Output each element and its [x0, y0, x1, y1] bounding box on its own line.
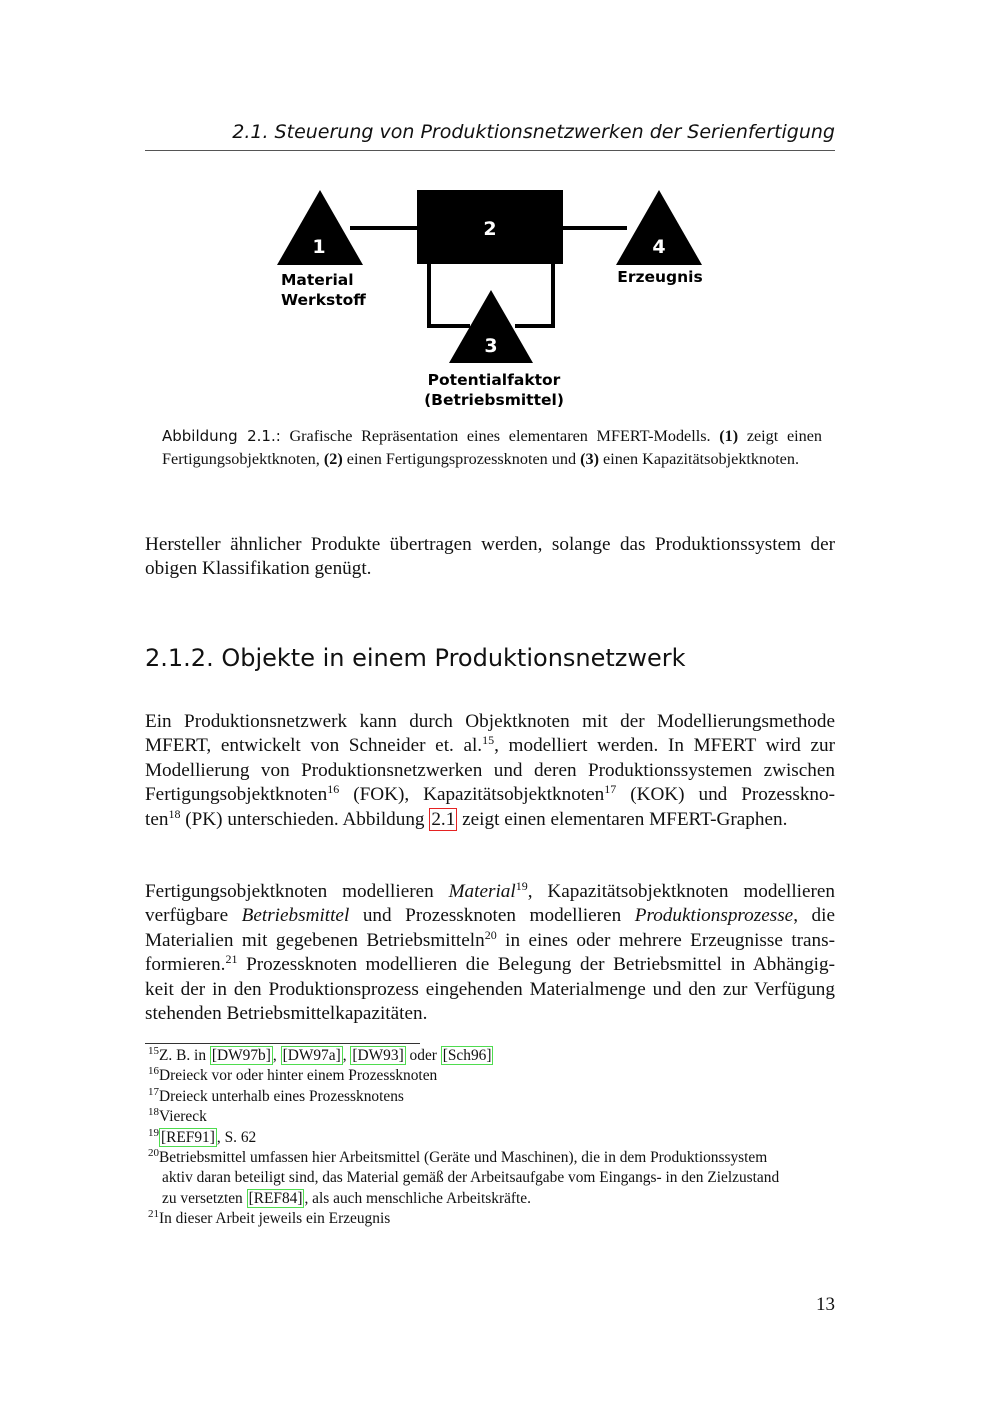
citation-dw97b[interactable]: [DW97b] — [211, 1047, 271, 1064]
text-run: zu versetzten — [162, 1189, 247, 1207]
node-3-label-line1: Potentialfaktor — [427, 371, 561, 389]
footnote-20-line-3 — [148, 1189, 838, 1209]
footnote-19 — [148, 1128, 838, 1148]
mfert-diagram — [270, 185, 720, 415]
paragraph-3 — [145, 880, 835, 1026]
paragraph-3-line-1 — [145, 880, 835, 904]
text-run: , die — [793, 905, 835, 927]
footnote-20 — [148, 1148, 838, 1209]
caption-text-a: Grafische Repräsentation eines elementaren MFERT-Modells. — [289, 427, 711, 445]
figure-caption — [162, 425, 822, 470]
connector-2-3-right — [515, 263, 553, 326]
caption-ref-3: (3) — [580, 449, 599, 468]
footnote-ref-17[interactable]: 17 — [604, 782, 617, 797]
paragraph-2-line-4 — [145, 783, 835, 807]
text-run: oder — [405, 1047, 441, 1064]
paragraph-1 — [145, 533, 835, 582]
footnote-16 — [148, 1066, 838, 1086]
text-run: Dreieck unterhalb eines Prozessknotens — [159, 1087, 404, 1105]
emphasis-betriebsmittel: Betriebsmittel — [241, 905, 350, 927]
footnote-17 — [148, 1087, 838, 1107]
footnote-number: 15 — [148, 1045, 159, 1057]
text-run: , Kapazitätsobjektknoten modellieren — [527, 881, 835, 902]
text-run: MFERT, entwickelt von Schneider et. al. — [145, 735, 483, 757]
node-2-number: 2 — [483, 218, 497, 240]
text-run: , — [342, 1047, 351, 1064]
text-run: formieren. — [145, 954, 226, 976]
footnote-ref-15[interactable]: 15 — [482, 733, 495, 748]
node-3-label-line2: (Betriebsmittel) — [424, 391, 564, 409]
paragraph-3-line-6: stehenden Betriebsmittelkapazitäten. — [145, 1003, 428, 1025]
text-run: Viereck — [159, 1108, 207, 1126]
paragraph-3-line-4 — [145, 953, 835, 977]
caption-ref-2: (2) — [323, 449, 343, 468]
text-run: , als auch menschliche Arbeitskräfte. — [304, 1189, 531, 1207]
node-4-label: Erzeugnis — [617, 268, 703, 286]
text-run: (KOK) und Prozesskno- — [616, 784, 835, 806]
citation-ref84[interactable]: [REF84] — [248, 1189, 303, 1207]
paragraph-2 — [145, 710, 835, 832]
text-run: In dieser Arbeit jeweils ein Erzeugnis — [159, 1210, 391, 1228]
text-run: und Prozessknoten modellieren — [349, 905, 635, 927]
paragraph-2-line-5 — [145, 808, 835, 832]
footnote-number: 20 — [148, 1147, 159, 1160]
footnote-15 — [148, 1046, 838, 1066]
text-run: (PK) unterschieden. Abbildung — [180, 808, 430, 830]
caption-text-c: einen Fertigungsprozessknoten und — [346, 449, 577, 468]
paragraph-1-line-2: obigen Klassifikation genügt. — [145, 558, 372, 580]
page-number: 13 — [816, 1294, 835, 1315]
emphasis-produktionsprozesse: Produktionsprozesse — [634, 905, 794, 927]
node-1-label-line1: Material — [281, 271, 354, 289]
paragraph-3-line-3 — [145, 929, 835, 953]
caption-text-d: einen Kapazitätsobjektknoten. — [603, 449, 800, 468]
text-run: , modelliert werden. In MFERT wird zur — [494, 735, 835, 757]
footnote-20-line-2: aktiv daran beteiligt sind, das Material gemäß der Arbeitsaufgabe vom Eingangs- in den Zielzustand — [162, 1169, 780, 1187]
paragraph-2-line-3: Modellierung von Produktionsnetzwerken und deren Produktionssystemen zwischen — [145, 759, 835, 781]
node-1-number: 1 — [312, 236, 326, 258]
footnote-ref-19[interactable]: 19 — [515, 879, 528, 893]
text-run: in eines oder mehrere Erzeugnisse trans- — [496, 929, 836, 951]
text-run: Materialien mit gegebenen Betriebsmitteln — [145, 929, 485, 951]
text-run: Prozessknoten modellieren die Belegung der Betriebsmittel in Abhängig- — [237, 954, 835, 976]
footnote-number: 16 — [148, 1065, 159, 1078]
citation-ref91[interactable]: [REF91] — [161, 1128, 215, 1146]
text-run: Dreieck vor oder hinter einem Prozessknoten — [159, 1067, 438, 1085]
footnotes — [148, 1046, 838, 1230]
footnote-rule — [145, 1043, 420, 1044]
footnote-number: 21 — [148, 1208, 159, 1221]
text-run: , S. 62 — [216, 1128, 257, 1146]
citation-dw93[interactable]: [DW93] — [352, 1047, 404, 1064]
figure-reference-link[interactable]: 2.1 — [431, 808, 456, 830]
text-run: verfügbare — [145, 905, 242, 927]
text-run: Fertigungsobjektknoten modellieren — [145, 881, 449, 902]
text-run: ten — [145, 808, 169, 830]
running-header: 2.1. Steuerung von Produktionsnetzwerken der Serienfertigung — [232, 121, 835, 143]
emphasis-material: Material — [448, 881, 516, 902]
footnote-21 — [148, 1209, 838, 1229]
connector-2-3-left — [429, 263, 470, 326]
footnote-number: 19 — [148, 1126, 159, 1139]
citation-dw97a[interactable]: [DW97a] — [282, 1047, 341, 1064]
node-4-number: 4 — [652, 236, 666, 258]
caption-text-b: zeigt einen Fertigungsobjektknoten, — [162, 427, 823, 468]
footnote-18 — [148, 1107, 838, 1127]
footnote-ref-18[interactable]: 18 — [168, 806, 181, 821]
text-run: (FOK), Kapazitätsobjektknoten — [339, 784, 605, 806]
header-rule — [145, 150, 835, 151]
section-heading: 2.1.2. Objekte in einem Produktionsnetzwerk — [145, 644, 686, 672]
footnote-number: 18 — [148, 1106, 159, 1119]
paragraph-3-line-2 — [145, 904, 835, 928]
caption-label: Abbildung 2.1.: — [162, 427, 281, 445]
caption-ref-1: (1) — [719, 427, 739, 445]
node-1-label-line2: Werkstoff — [281, 291, 366, 309]
text-run: Betriebsmittel umfassen hier Arbeitsmittel (Geräte und Maschinen), die in dem Produktionssystem — [159, 1149, 768, 1167]
paragraph-2-line-2 — [145, 734, 835, 758]
footnote-number: 17 — [148, 1085, 159, 1098]
paragraph-1-line-1: Hersteller ähnlicher Produkte übertragen werden, solange das Produktionssystem der — [145, 534, 835, 555]
paragraph-2-line-1: Ein Produktionsnetzwerk kann durch Objektknoten mit der Modellierungsmethode — [145, 711, 835, 732]
footnote-ref-20[interactable]: 20 — [484, 927, 497, 942]
text-run: Fertigungsobjektknoten — [145, 784, 328, 806]
node-3-number: 3 — [484, 335, 498, 357]
citation-sch96[interactable]: [Sch96] — [442, 1047, 492, 1064]
text-run: Z. B. in — [159, 1047, 210, 1064]
paragraph-3-line-5: keit der in den Produktionsprozess eingehenden Materialmenge und den zur Verfügung — [145, 978, 835, 1000]
footnote-ref-21[interactable]: 21 — [225, 952, 238, 967]
text-run: , — [272, 1047, 281, 1064]
footnote-ref-16[interactable]: 16 — [327, 782, 340, 797]
text-run: zeigt einen elementaren MFERT-Graphen. — [457, 808, 788, 830]
